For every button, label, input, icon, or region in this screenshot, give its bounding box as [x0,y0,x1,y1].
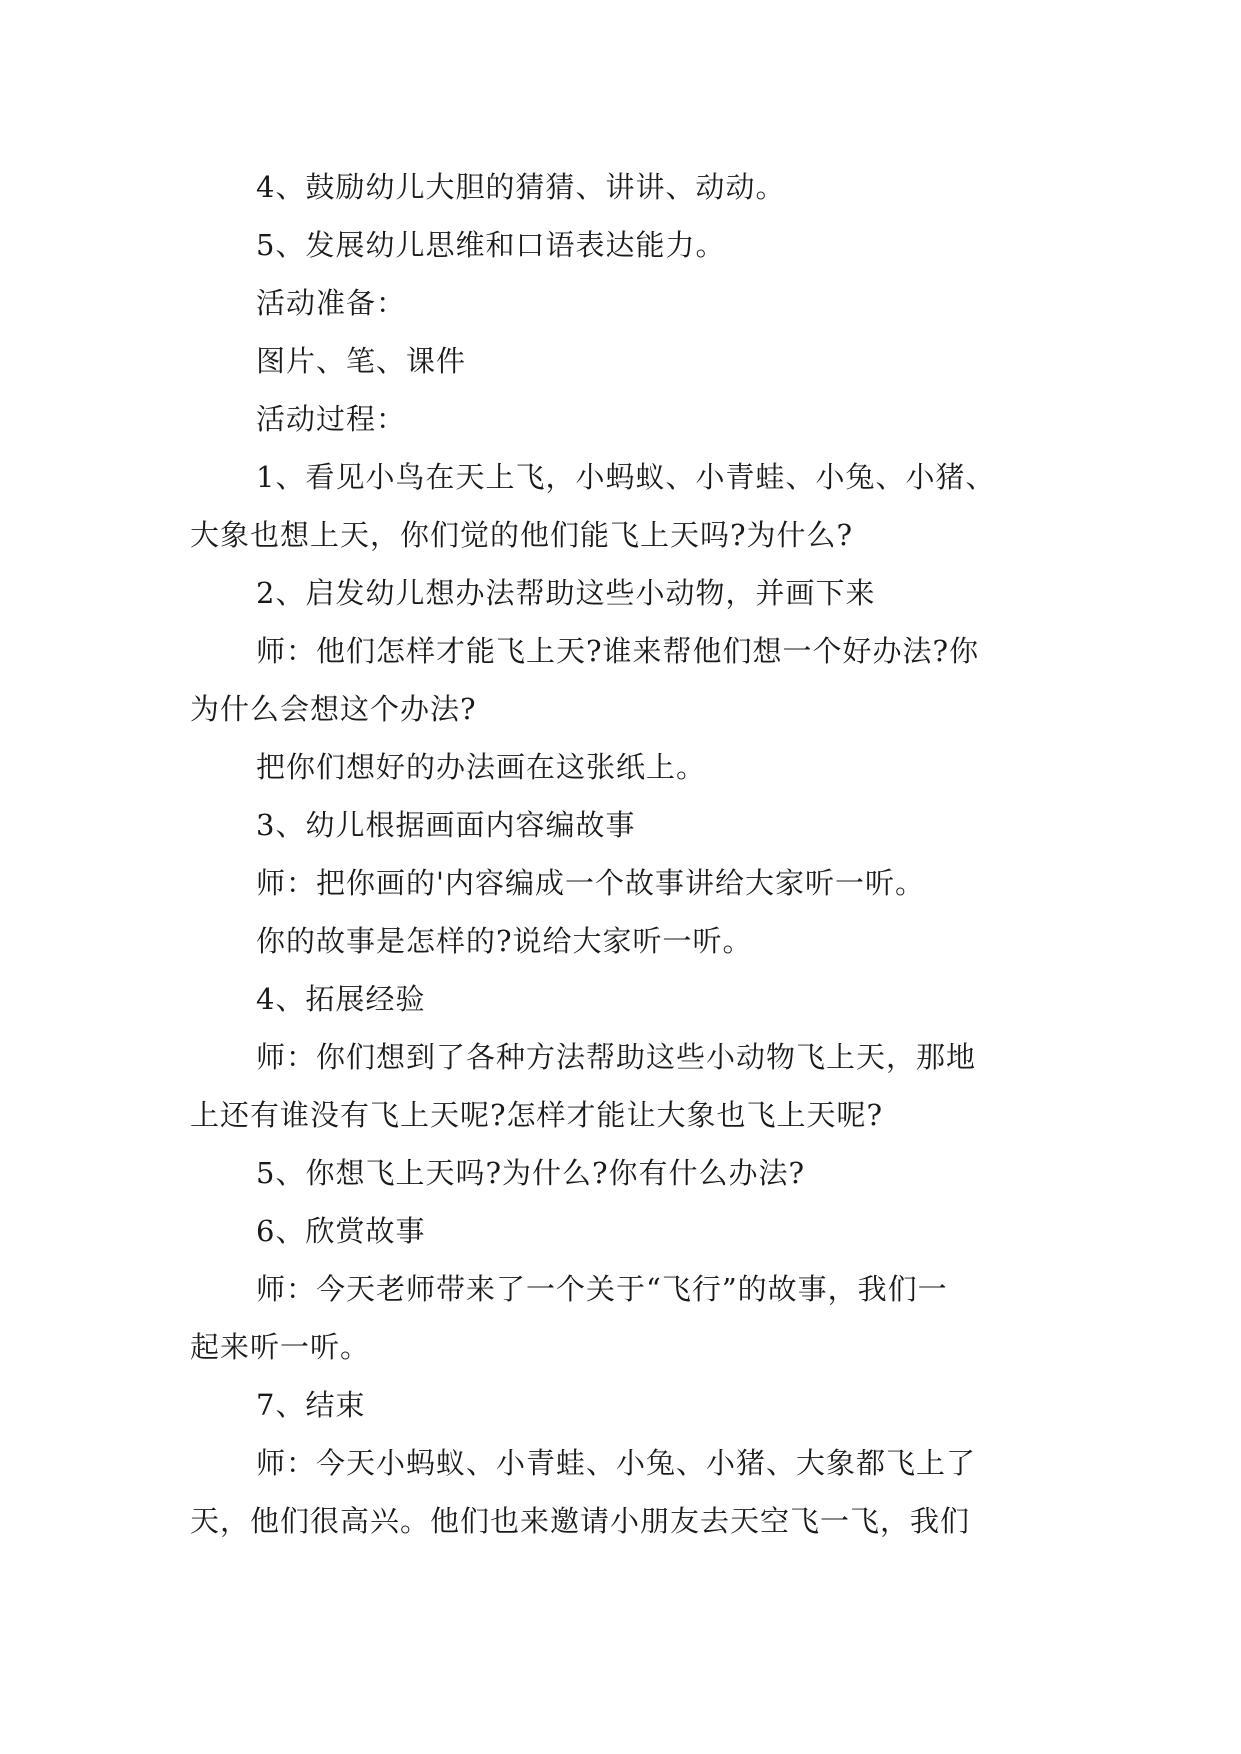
text-line: 师：今天老师带来了一个关于“飞行”的故事，我们一 [256,1272,948,1306]
document-body [190,158,1070,1550]
text-line: 师：你们想到了各种方法帮助这些小动物飞上天，那地 [256,1040,977,1074]
text-line: 2、启发幼儿想办法帮助这些小动物，并画下来 [256,576,876,610]
section-heading: 活动准备： [256,286,407,320]
text-line: 图片、笔、课件 [256,344,467,378]
text-line: 把你们想好的办法画在这张纸上。 [256,750,707,784]
text-line: 4、鼓励幼儿大胆的猜猜、讲讲、动动。 [256,170,786,204]
text-line: 起来听一听。 [190,1330,371,1364]
text-line: 5、发展幼儿思维和口语表达能力。 [256,228,726,262]
text-line: 天，他们很高兴。他们也来邀请小朋友去天空飞一飞，我们 [190,1504,971,1538]
text-line: 1、看见小鸟在天上飞，小蚂蚁、小青蛙、小兔、小猪、 [256,460,996,494]
text-line: 上还有谁没有飞上天呢?怎样才能让大象也飞上天呢? [190,1098,884,1132]
text-line: 师：他们怎样才能飞上天?谁来帮他们想一个好办法?你 [256,634,980,668]
section-heading: 活动过程： [256,402,407,436]
text-line: 3、幼儿根据画面内容编故事 [256,808,636,842]
text-line: 6、欣赏故事 [256,1214,426,1248]
text-line: 师：今天小蚂蚁、小青蛙、小兔、小猪、大象都飞上了 [256,1446,977,1480]
text-line: 4、拓展经验 [256,982,426,1016]
text-line: 7、结束 [256,1388,366,1422]
text-line: 为什么会想这个办法? [190,692,477,726]
text-line: 你的故事是怎样的?说给大家听一听。 [256,924,753,958]
text-line: 5、你想飞上天吗?为什么?你有什么办法? [256,1156,806,1190]
text-line: 大象也想上天，你们觉的他们能飞上天吗?为什么? [190,518,854,552]
text-line: 师：把你画的'内容编成一个故事讲给大家听一听。 [256,866,925,900]
